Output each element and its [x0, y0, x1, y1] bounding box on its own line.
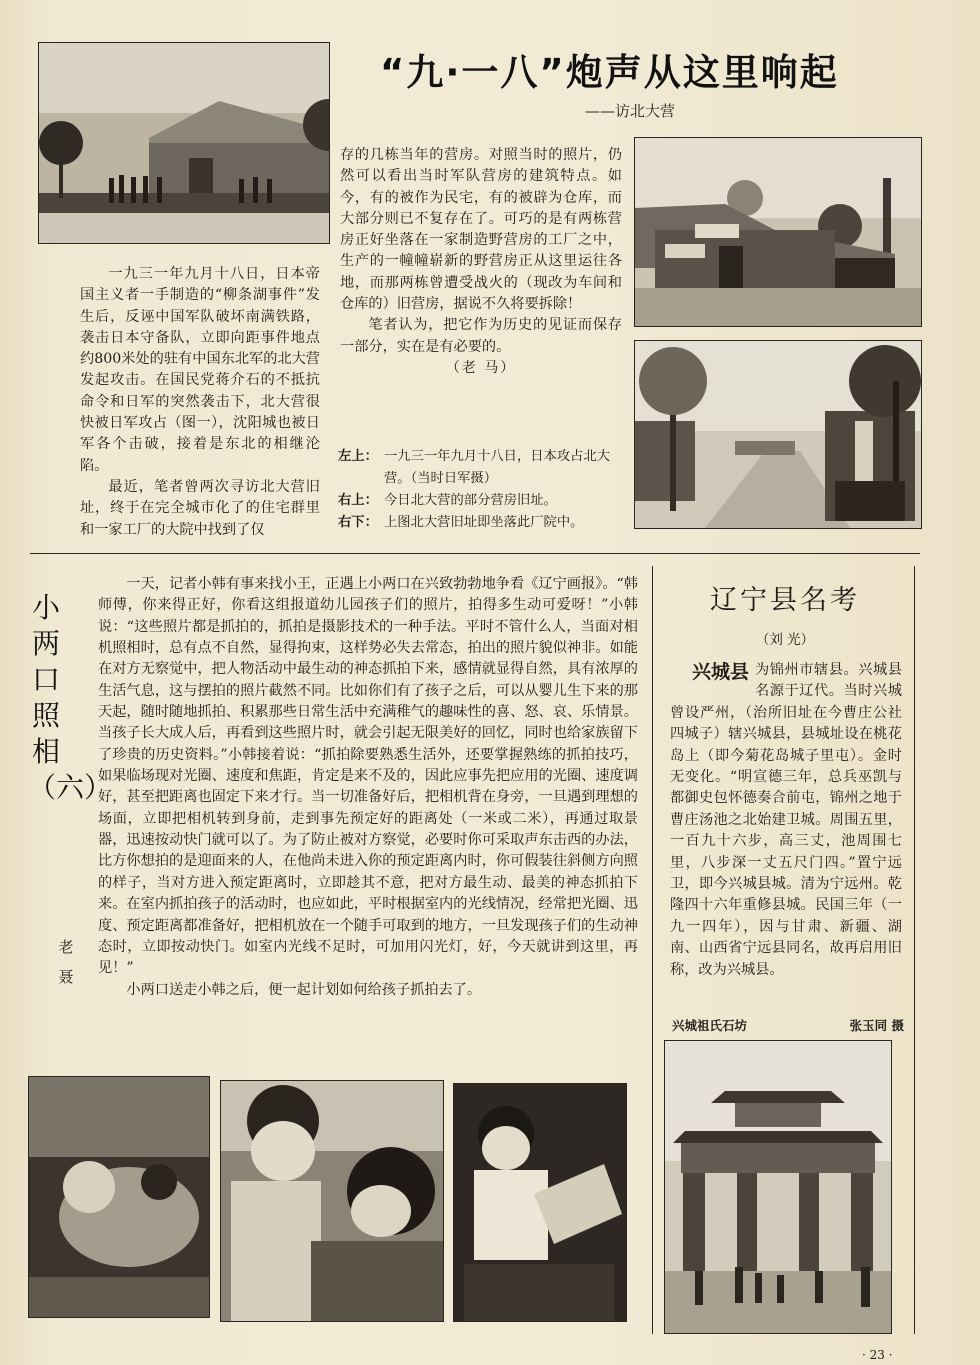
caption-label-top-left: 左上：: [338, 449, 378, 464]
article1-column-1: [80, 264, 320, 541]
article2-title: 小两口照相（六）: [28, 591, 113, 804]
article-subtitle-918: ——访北大营: [585, 102, 676, 120]
article2-paragraph-1: 一天，记者小韩有事来找小王，正遇上小两口在兴致勃勃地争看《辽宁画报》。“韩师傅，你来得正好，你看这组报道幼儿园孩子们的照片，拍得多生动可爱呀！”小韩说：“这些照片都是抓拍的，抓拍是摄影技术的一种手法。平时不管什么人，当面对相机照相时，总有点不自然，显得拘束，这样势必失去常态，拍出的照片貌似神非。如能在对方无察觉中，把人物活动中最生动的神态抓拍下来，感情就显得自然，具有浓厚的生活气息，这与摆拍的照片截然不同。比如你们有了孩子之后，可以从婴儿生下来的那天起，随时随地抓拍、积累那些日常生活中充满稚气的趣味性的喜、怒、哀、乐情景。当孩子长大成人后，再看到这些照片时，就会引起无限美好的回忆，同时也给家族留下了珍贵的历史资料。”小韩接着说：“抓拍除要熟悉生活外，还要掌握熟练的抓拍技巧，如果临场现对光圈、速度和焦距，肯定是来不及的，因此应事先把应用的光圈、速度调好，甚至把距离也固定下来才行。当一切准备好后，把相机背在身旁，一旦遇到理想的场面，立即把相机转到身前，走到事先预定好的距离处（一米或二米），再通过取景器，迅速按动快门就可以了。为了防止被对方察觉，必要时你可采取声东击西的办法，比方你想拍的是迎面来的人，在他尚未进入你的预定距离内时，你可假装往斜侧方向照的样子，当对方进入预定距离时，立即趁其不意，把对方最生动、最美的神态抓拍下来。在室内抓拍孩子的活动时，也应如此，平时根据室内的光线情况，经常把光圈、迅度、预定距离都准备好，把相机放在一个随手可取到的地方，一旦发现孩子们的生动神态时，立即按动快门。如室内光线不足时，可加用闪光灯，好，今天就讲到这里，再见！”: [98, 576, 638, 977]
photo-barracks-today: [634, 137, 922, 327]
photo-child-sleeping-image: [29, 1077, 209, 1317]
article1-column-2: [340, 145, 622, 379]
section-divider: [30, 553, 920, 554]
column-divider-right: [914, 566, 915, 1334]
photo-factory-gate: [634, 340, 922, 529]
photo-stone-archway-image: [665, 1041, 891, 1333]
page-number: · 23 ·: [862, 1348, 893, 1362]
photo-child-with-mother: [220, 1080, 444, 1322]
photo-child-with-magazine-image: [454, 1084, 626, 1321]
article1-captions: [338, 446, 628, 534]
photo-stone-archway: [664, 1040, 892, 1334]
article3-caption-credit: 张玉同 摄: [849, 1018, 904, 1033]
article2-body: [98, 574, 638, 1001]
article1-paragraph-1: 一九三一年九月十八日，日本帝国主义者一手制造的“柳条湖事件”发生后，反诬中国军队破坏南满铁路，袭击日本守备队，立即向距事件地点约800米处的驻有中国东北军的北大营发起攻击。在国民党蒋介石的不抵抗命令和日军的突然袭击下，北大营很快被日军攻占（图一），沈阳城也被日军各个击破，接着是东北的相继沦陷。: [80, 266, 320, 474]
article1-paragraph-2-cont: 存的几栋当年的营房。对照当时的照片，仍然可以看出当时军队营房的建筑特点。如今，有的被作为民宅，有的被辟为仓库，而大部分则已不复存在了。可巧的是有两栋营房正好坐落在一家制造野营房的工厂之中，生产的一幢幢崭新的野营房正从这里运往各地，而那两栋曾遭受战火的（现改为车间和仓库的）旧营房，据说不久将要拆除！: [340, 147, 622, 313]
photo-child-with-magazine: [453, 1083, 627, 1322]
caption-label-top-right: 右上：: [338, 493, 378, 508]
article3-caption-title: 兴城祖氏石坊: [672, 1018, 748, 1033]
caption-text-top-left: 一九三一年九月十八日，日本攻占北大营。（当时日军摄）: [384, 449, 611, 486]
article3-title: 辽宁县名考: [710, 585, 860, 616]
article1-paragraph-3: 笔者认为，把它作为历史的见证而保存一部分，实在是有必要的。: [340, 317, 622, 355]
photo-barracks-1931-image: [39, 43, 329, 243]
article3-body: [670, 660, 902, 981]
caption-label-bottom-right: 右下：: [338, 515, 378, 530]
column-divider-left: [652, 566, 653, 1334]
photo-child-with-mother-image: [221, 1081, 443, 1321]
photo-barracks-1931: [38, 42, 330, 244]
caption-text-bottom-right: 上图北大营旧址即坐落此厂院中。: [384, 515, 584, 530]
article1-author: （老 马）: [445, 359, 517, 376]
photo-child-sleeping: [28, 1076, 210, 1318]
article2-author: 老聂: [58, 938, 74, 986]
article3-photo-caption: [672, 1016, 904, 1034]
article3-text: 为锦州市辖县。兴城县名源于辽代。当时兴城曾设严州，（治所旧址在今曹庄公社四城子）辖兴城县，县城址设在桃花岛上（即今菊花岛城子里屯）。金时无变化。“明宣德三年，总兵巫凯与都御史包怀德奏合前屯，锦州之地于曹庄汤池之北始建卫城。周围五里，一百九十六步，高三丈，池周围七里，八步深一丈五尺门四。”置宁远卫，即今兴城县城。清为宁远州。乾隆四十六年重修县城。民国三年（一九一四年），因与甘肃、新疆、湖南、山西省宁远县同名，故再启用旧称，改为兴城县。: [670, 662, 902, 978]
article-title-918: “九·一八”炮声从这里响起: [380, 51, 839, 94]
article1-paragraph-2: 最近，笔者曾两次寻访北大营旧址，终于在完全城市化了的住宅群里和一家工厂的大院中找到了仅: [80, 478, 320, 538]
article3-author: （刘 光）: [755, 632, 815, 648]
article3-heading: 兴城县: [692, 661, 750, 683]
caption-text-top-right: 今日北大营的部分营房旧址。: [384, 493, 557, 508]
photo-barracks-today-image: [635, 138, 921, 326]
photo-factory-gate-image: [635, 341, 921, 528]
article2-paragraph-2: 小两口送走小韩之后，便一起计划如何给孩子抓拍去了。: [126, 981, 482, 998]
